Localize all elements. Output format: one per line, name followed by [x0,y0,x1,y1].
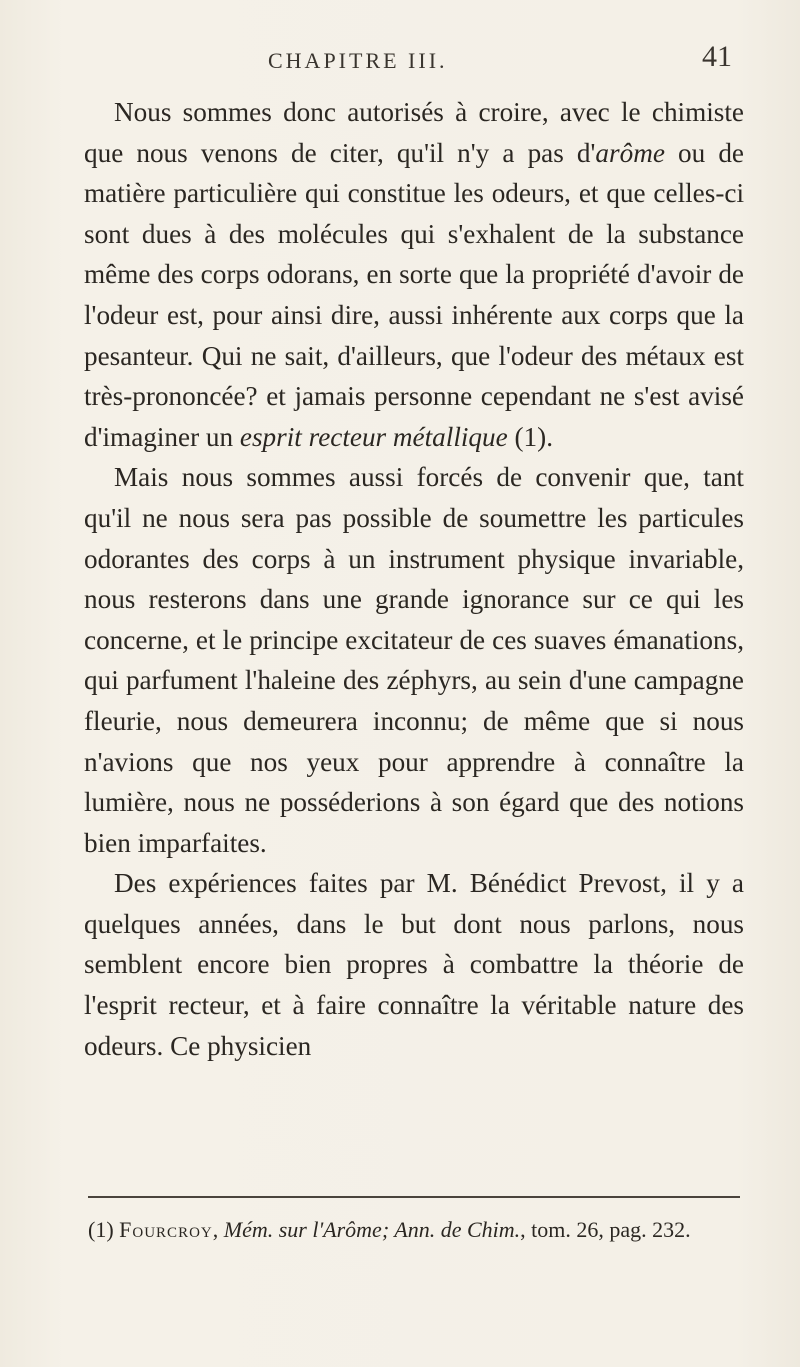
footnote-reference: , tom. 26, pag. 232. [520,1217,691,1242]
paragraph-1-text-b: ou de matière particulière qui constitue les odeurs, et que celles-ci sont dues à des molécules qui s'exhalent de la substance même des corps odorans, en sorte que la propriété d'avoir de l'odeur est, pour ainsi dire, aussi inhérente aux corps que la pesanteur. Qui ne sait, d'ailleurs, que l'odeur des métaux est très-prononcée? et jamais personne cependant ne s'est avisé d'imaginer un [84,137,744,452]
footnote-marker: (1) [88,1217,114,1242]
footnote-author: Fourcroy [119,1217,213,1242]
page-number: 41 [702,40,732,73]
paragraph-1-text-a: Nous sommes donc autorisés à croire, avec le chimiste que nous venons de citer, qu'il n'y a pas d' [84,97,744,168]
footnote [88,1215,744,1245]
footnote-work: Mém. sur l'Arôme; Ann. de Chim. [223,1217,521,1242]
paragraph-1-term-esprit: esprit recteur métallique [239,421,508,452]
paragraph-2: Mais nous sommes aussi forcés de convenir que, tant qu'il ne nous sera pas possible de soumettre les particules odorantes des corps à un instrument physique invariable, nous resterons dans une grande ignorance sur ce qui les concerne, et le principe excitateur de ces suaves émanations, qui parfument l'haleine des zéphyrs, au sein d'une campagne fleurie, nous demeurera inconnu; de même que si nous n'avions que nos yeux pour apprendre à connaître la lumière, nous ne posséderions à son égard que des notions bien imparfaites. [84,462,744,858]
paragraph-1-footnote-ref: (1). [507,421,553,452]
paragraph-1 [84,92,744,457]
footnote-divider [88,1196,740,1198]
footnote-separator: , [212,1217,224,1242]
running-head [0,40,800,80]
running-title: CHAPITRE III. [268,48,448,73]
paragraph-3: Des expériences faites par M. Bénédict Prevost, il y a quelques années, dans le but dont nous parlons, nous semblent encore bien propres à combattre la théorie de l'esprit recteur, et à faire connaître la véritable nature des odeurs. Ce physicien [84,868,744,1061]
paragraph-1-term-arome: arôme [595,137,665,168]
body-text [84,92,744,1066]
